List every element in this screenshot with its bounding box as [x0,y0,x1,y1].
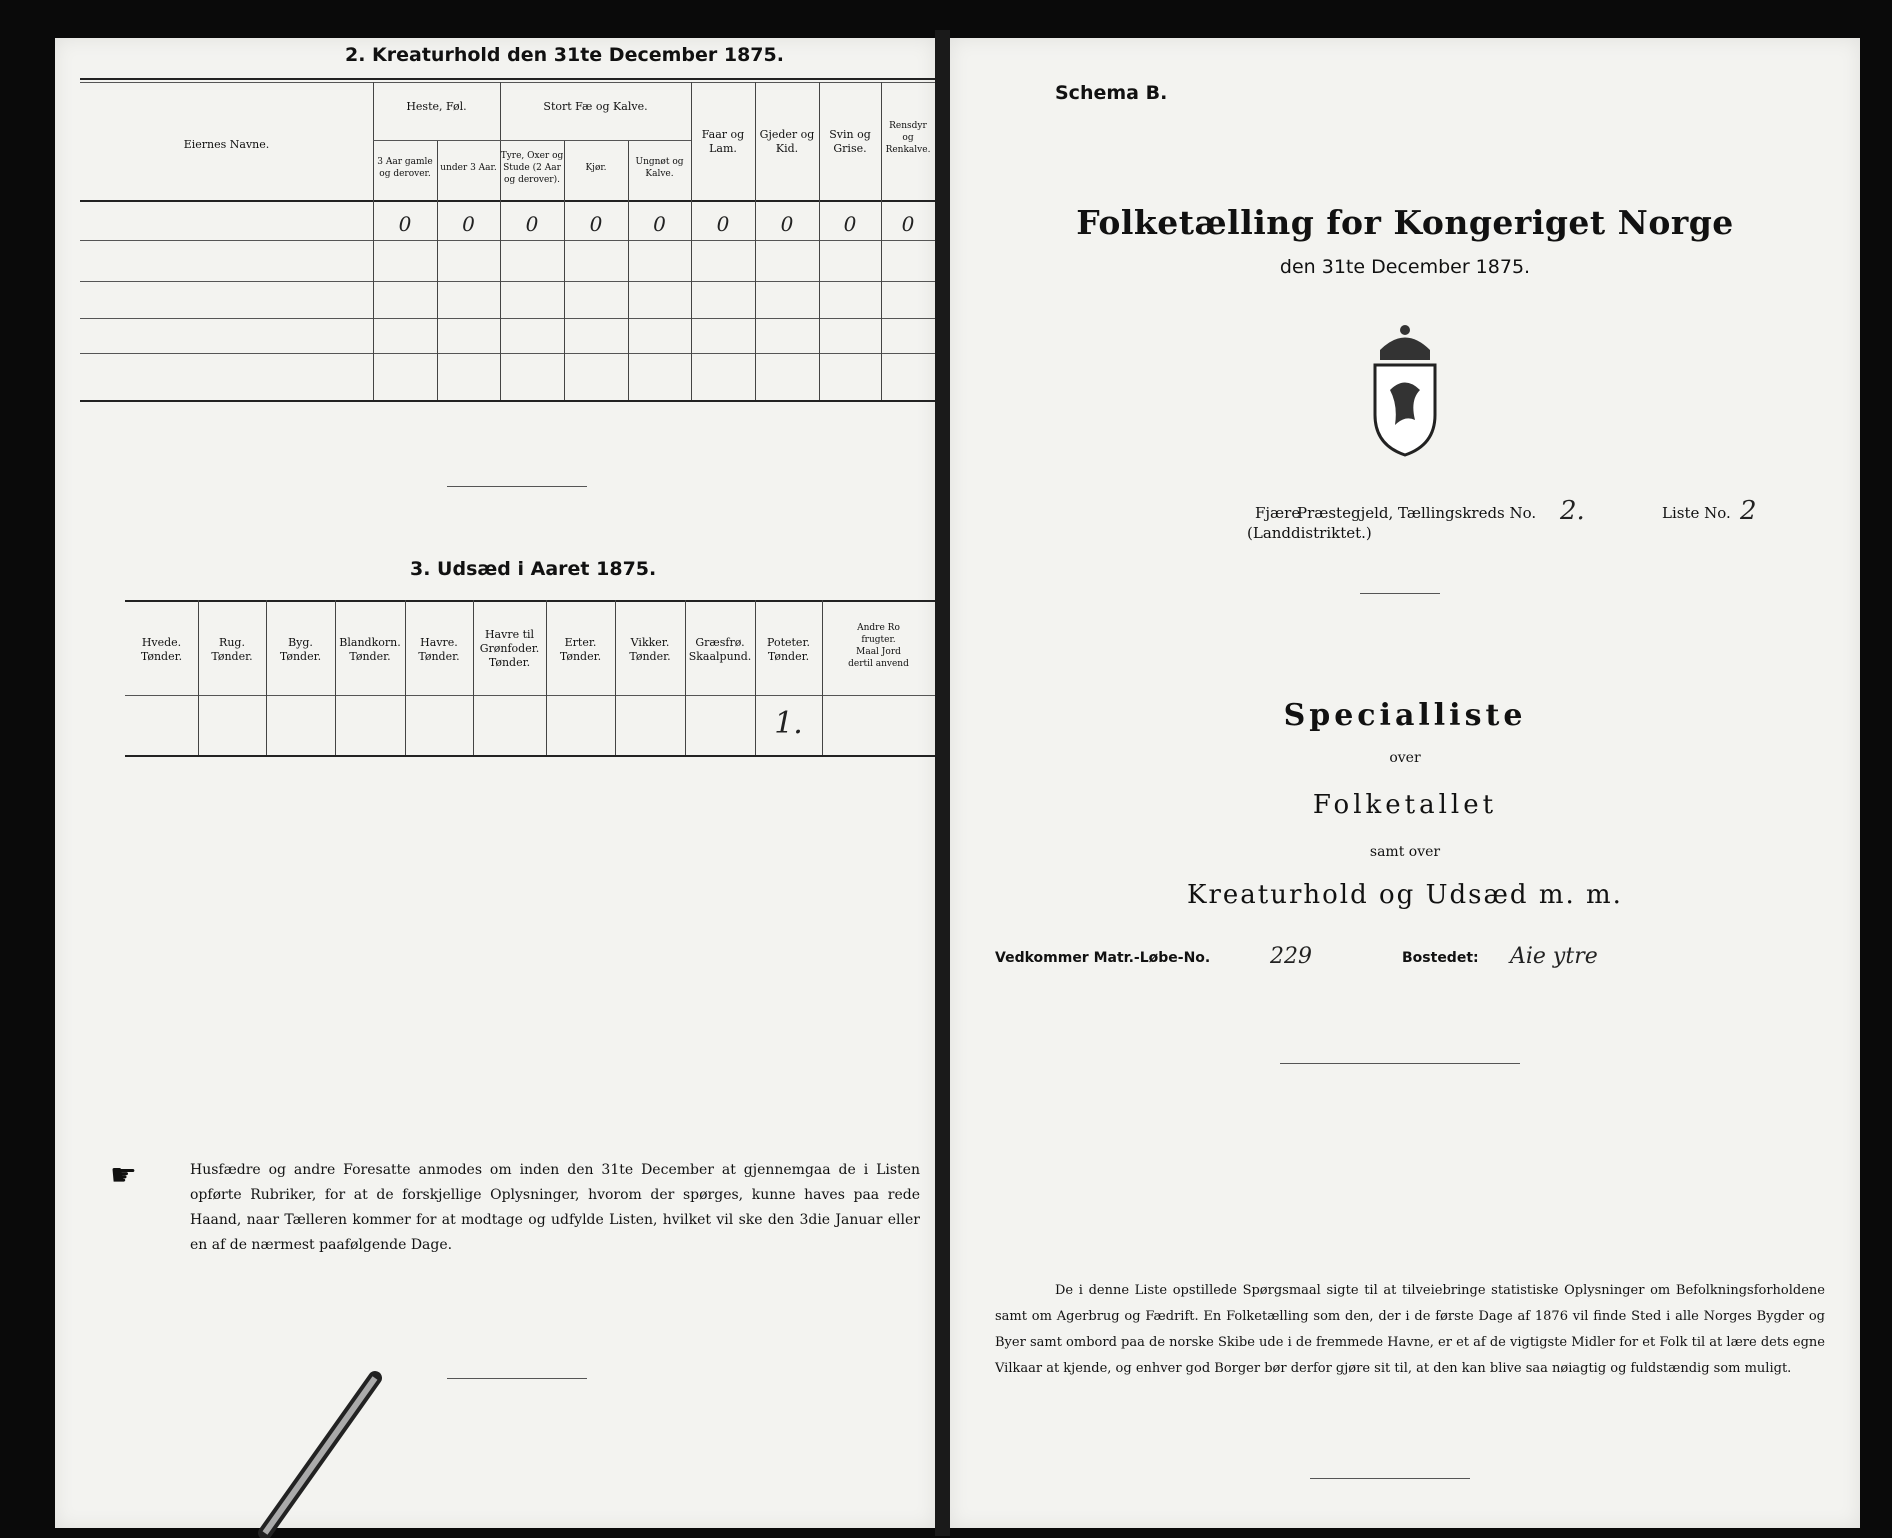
col-divider [335,600,336,755]
row-line [80,281,935,282]
separator-rule [447,486,587,487]
livestock-value: 0 [780,212,794,236]
census-date: den 31te December 1875. [1279,256,1531,278]
horses-3yr-header: 3 Aar gamle og derover. [377,157,433,179]
bosted-value: Aie ytre [1510,944,1598,969]
crops-header-rule [125,695,935,696]
goats-header: Gjeder og Kid. [759,128,815,155]
row-line [80,240,935,241]
district-label: (Landdistriktet.) [1247,524,1372,542]
pointing-hand-icon: ☛ [110,1158,137,1193]
table-header-rule [80,200,935,202]
potato-value: 1. [774,706,803,741]
table-top-rule [80,78,935,80]
crops-top-rule [125,600,935,602]
livestock-value: 0 [398,212,412,236]
parish-place: Fjære [1255,504,1301,522]
separator-rule [447,1378,587,1379]
col-divider [500,82,501,400]
row-line [80,318,935,319]
footer-text: De i denne Liste opstillede Spørgsmaal sigte til at tilveiebringe statistiske Oplysninger om Befolkningsforholdene samt om Agerbrug og Fædrift. En Folketælling som den, der i de første Dage af 1876 vil finde Sted i alle Norges Bygder og Byer samt ombord paa de norske Skibe ude i de fremmede Havne, er et af de vigtigste Midler for et Folk til at lære dets egne Vilkaar at kjende, og enhver god Borger bør derfor gjøre sit til, at den kan blive saa nøiagtig og fuldstændig som muligt. [995,1283,1825,1376]
schema-label: Schema B. [1055,82,1168,104]
section3-title: 3. Udsæd i Aaret 1875. [410,558,657,580]
col-divider [615,600,616,755]
pigs-header: Svin og Grise. [829,128,871,155]
group-subheader-rule [373,140,691,141]
col-divider [198,600,199,755]
livestock-value: 0 [653,212,666,236]
samt-over-label: samt over [1369,844,1441,860]
notice-text: Husfædre og andre Foresatte anmodes om inden den 31te December at gjennemgaa de i Listen opførte Rubriker, for at de forskjellige Oplysninger, hvorom der spørges, kunne haves paa rede Haand, naar Tælleren kommer for at modtage og udfylde Listen, hvilket vil ske den 3die Januar eller en af de nærmest paafølgende Dage. [190,1162,920,1253]
pen-icon [225,1368,385,1538]
reindeer-header: Rensdyr og Renkalve. [885,121,931,155]
sheep-header: Faar og Lam. [701,128,745,155]
col-divider [473,600,474,755]
crop-header: Hvede. Tønder. [140,636,183,663]
bulls-oxen-header: Tyre, Oxer og Stude (2 Aar og derover). [500,151,564,185]
livestock-value: 0 [525,212,539,236]
livestock-value: 0 [901,212,915,236]
crop-header: Havre til Grønfoder. Tønder. [479,628,540,669]
separator-rule [1280,1063,1520,1064]
col-divider [405,600,406,755]
horses-under3-header: under 3 Aar. [440,163,497,173]
section2-title: 2. Kreaturhold den 31te December 1875. [345,44,784,66]
livestock-value: 0 [462,212,475,236]
livestock-value: 0 [716,212,730,236]
crop-header: Græsfrø. Skaalpund. [688,636,752,663]
specialliste-title: Specialliste [1283,698,1527,733]
separator-rule [1310,1478,1470,1479]
crop-header: Byg. Tønder. [279,636,322,663]
crop-header: Blandkorn. Tønder. [339,636,401,663]
book-spine [935,30,950,1536]
col-divider [564,140,565,400]
col-divider [437,140,438,400]
crop-header: Havre. Tønder. [418,636,460,663]
coat-of-arms-icon [1360,320,1450,460]
crop-header: Andre Ro frugter. Maal Jord dertil anvend [848,623,909,669]
matr-label: Vedkommer Matr.-Løbe-No. [995,950,1211,966]
crops-bottom-rule [125,755,935,757]
matr-value: 229 [1270,944,1312,969]
folketallet-label: Folketallet [1312,790,1498,820]
owner-name-header: Eiernes Navne. [183,138,270,151]
young-cattle-header: Ungnøt og Kalve. [635,157,684,179]
col-divider [546,600,547,755]
separator-rule [1360,593,1440,594]
right-page [950,38,1860,1528]
livestock-value: 0 [843,212,857,236]
list-label: Liste No. [1662,504,1731,522]
crop-header: Rug. Tønder. [211,636,253,663]
left-page [55,38,935,1528]
col-divider [685,600,686,755]
table-top-rule-2 [80,82,935,83]
col-divider [266,600,267,755]
crop-header: Poteter. Tønder. [767,636,810,663]
crop-header: Erter. Tønder. [559,636,602,663]
parish-number: 2. [1560,496,1585,526]
horses-group-header: Heste, Føl. [406,100,467,113]
over-label: over [1389,750,1421,766]
bosted-label: Bostedet: [1402,950,1479,966]
col-divider [373,82,374,400]
livestock-value: 0 [589,212,603,236]
crop-header: Vikker. Tønder. [629,636,671,663]
cows-header: Kjør. [585,163,607,173]
row-line [80,353,935,354]
parish-label: Præstegjeld, Tællingskreds No. [1297,504,1537,522]
kreaturhold-label: Kreaturhold og Udsæd m. m. [1187,880,1623,910]
cattle-group-header: Stort Fæ og Kalve. [543,100,648,113]
table-bottom-rule [80,400,935,402]
list-number: 2 [1740,496,1757,526]
census-title: Folketælling for Kongeriget Norge [1076,203,1734,242]
